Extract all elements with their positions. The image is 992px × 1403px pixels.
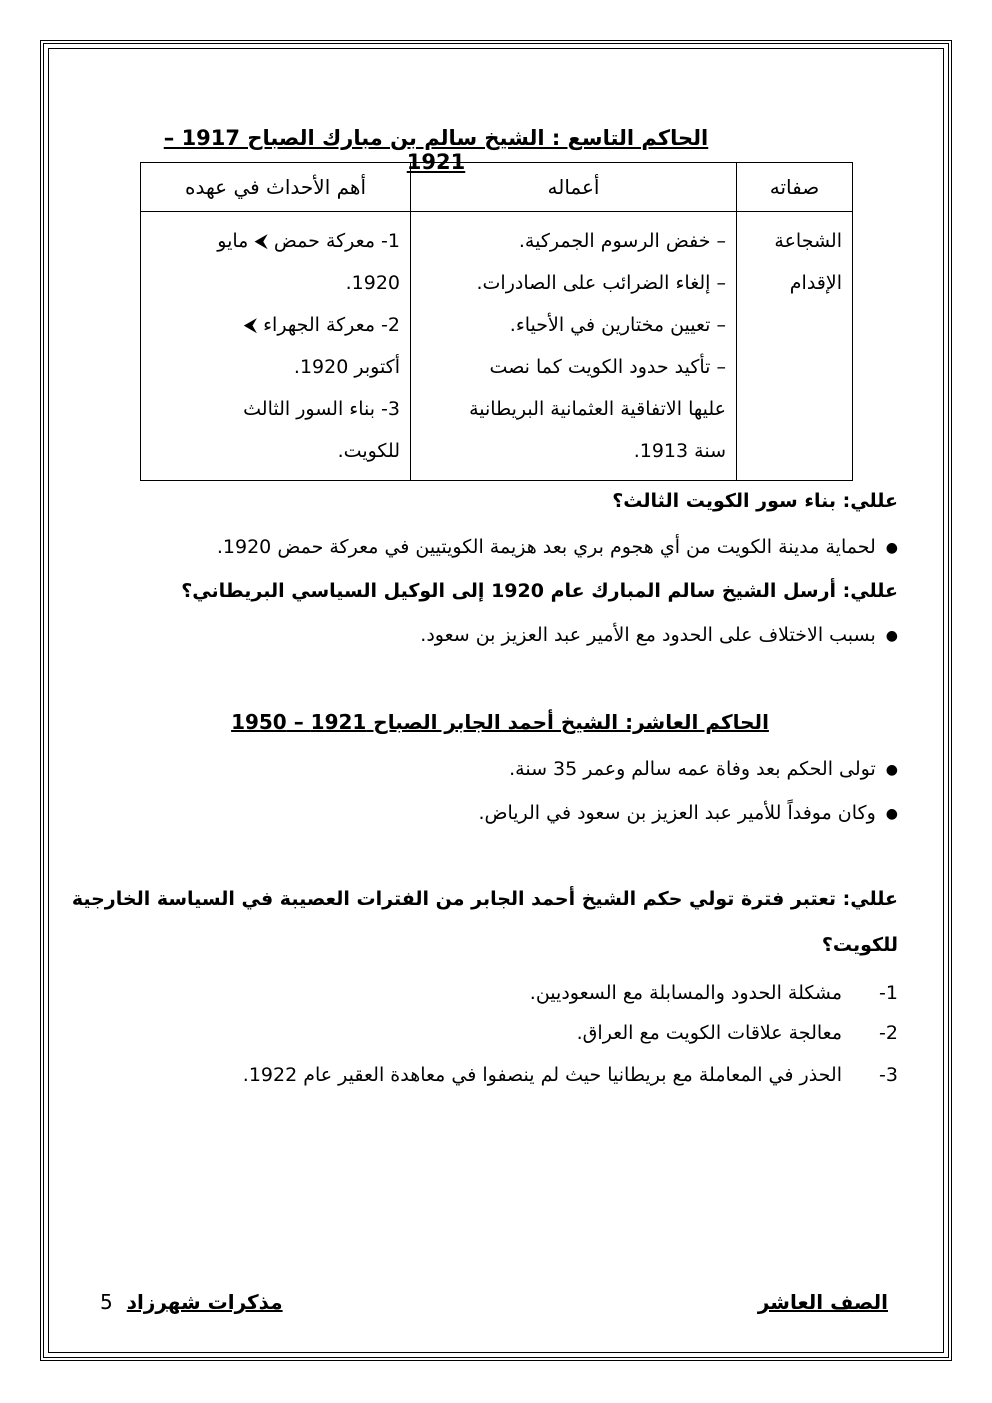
list-number: 3- <box>879 1064 898 1086</box>
section2-bullet-text: تولى الحكم بعد وفاة عمه سالم وعمر 35 سنة. <box>509 758 876 780</box>
traits-cell <box>737 212 853 481</box>
work-line: سنة 1913. <box>633 440 726 462</box>
bullet-icon: ● <box>885 805 898 822</box>
header-traits: صفاته <box>737 163 853 212</box>
list-item <box>243 1064 898 1086</box>
answer-1-text: لحماية مدينة الكويت من أي هجوم بري بعد هزيمة الكويتيين في معركة حمض 1920. <box>216 536 876 558</box>
footer-grade: الصف العاشر <box>757 1290 888 1314</box>
question-1: عللي: بناء سور الكويت الثالث؟ <box>612 490 898 512</box>
section2-title: الحاكم العاشر: الشيخ أحمد الجابر الصباح 1921 – 1950 <box>231 710 769 734</box>
section2-bullet-text: وكان موفداً للأمير عبد العزيز بن سعود في الرياض. <box>478 802 876 824</box>
event-line: للكويت. <box>337 440 400 462</box>
list-item <box>530 982 898 1004</box>
list-item <box>577 1022 898 1044</box>
bullet-icon: ● <box>885 627 898 644</box>
answer-2-text: بسبب الاختلاف على الحدود مع الأمير عبد العزيز بن سعود. <box>420 624 876 646</box>
work-line: – تعيين مختارين في الأحياء. <box>509 314 726 336</box>
ruler-table <box>140 162 853 481</box>
page-number: 5 <box>100 1290 113 1314</box>
bullet-icon: ● <box>885 761 898 778</box>
events-cell <box>141 212 411 481</box>
list-text: الحذر في المعاملة مع بريطانيا حيث لم ينصفوا في معاهدة العقير عام 1922. <box>242 1064 842 1086</box>
list-number: 2- <box>879 1022 898 1044</box>
event-line: 1- معركة حمض ⮜ مايو <box>217 230 400 252</box>
footer-brand <box>100 1290 283 1314</box>
table-row <box>141 212 853 481</box>
work-line: – تأكيد حدود الكويت كما نصت <box>489 356 726 378</box>
trait-item: الشجاعة <box>774 230 842 252</box>
question-2: عللي: أرسل الشيخ سالم المبارك عام 1920 إلى الوكيل السياسي البريطاني؟ <box>181 580 898 602</box>
footer-brand-text: مذكرات شهرزاد <box>126 1290 283 1314</box>
section2-bullet <box>478 802 898 824</box>
question-3-line2: للكويت؟ <box>821 934 898 956</box>
answer-1 <box>217 536 898 558</box>
header-works: أعماله <box>411 163 737 212</box>
work-line: – إلغاء الضرائب على الصادرات. <box>476 272 726 294</box>
header-events: أهم الأحداث في عهده <box>141 163 411 212</box>
event-line: أكتوبر 1920. <box>293 356 400 378</box>
table-header-row <box>141 163 853 212</box>
event-line: 3- بناء السور الثالث <box>243 398 400 420</box>
work-line: – خفض الرسوم الجمركية. <box>518 230 726 252</box>
question-3-line1: عللي: تعتبر فترة تولي حكم الشيخ أحمد الجابر من الفترات العصيبة في السياسة الخارجية <box>71 888 898 910</box>
work-line: عليها الاتفاقية العثمانية البريطانية <box>469 398 726 420</box>
section2-bullet <box>509 758 898 780</box>
bullet-icon: ● <box>885 539 898 556</box>
section1-title: الحاكم التاسع : الشيخ سالم بن مبارك الصباح 1917 – 1921 <box>163 126 709 174</box>
list-number: 1- <box>879 982 898 1004</box>
answer-2 <box>420 624 898 646</box>
event-line: 2- معركة الجهراء ⮜ <box>243 314 400 336</box>
trait-item: الإقدام <box>789 272 842 294</box>
list-text: مشكلة الحدود والمسابلة مع السعوديين. <box>529 982 842 1004</box>
works-cell <box>411 212 737 481</box>
list-text: معالجة علاقات الكويت مع العراق. <box>576 1022 842 1044</box>
event-line: 1920. <box>345 272 400 294</box>
